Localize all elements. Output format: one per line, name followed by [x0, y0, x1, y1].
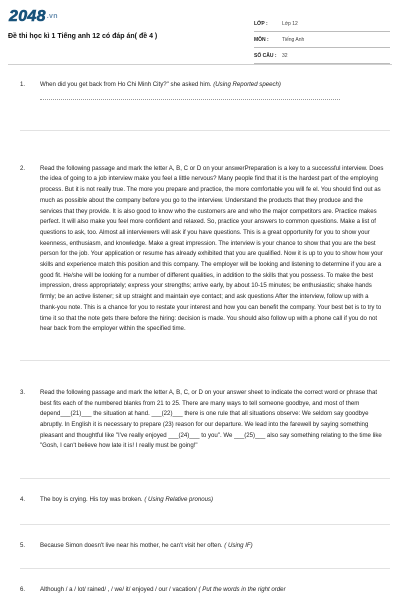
question-number: 6.: [20, 585, 26, 593]
logo-domain-text: .vn: [46, 13, 58, 21]
question-item: [0, 131, 400, 360]
question-body: [40, 388, 385, 452]
document-header: [0, 0, 400, 60]
document-meta: [254, 16, 390, 64]
question-item: [0, 569, 400, 600]
question-body: [40, 80, 385, 100]
meta-key: LỚP :: [254, 20, 268, 27]
document-title: Đề thi học kì 1 Tiếng anh 12 có đáp án( đề 4 ): [8, 33, 158, 40]
question-text: The boy is crying. His toy was broken.: [40, 496, 143, 504]
meta-key: MÔN :: [254, 36, 269, 43]
header-divider: [8, 64, 392, 65]
question-number: 2.: [20, 164, 26, 172]
question-body: [40, 585, 385, 596]
question-item: [0, 525, 400, 568]
question-instruction: (Using Reported speech): [213, 81, 281, 88]
meta-key: SỐ CÂU :: [254, 52, 277, 59]
question-body: [40, 541, 385, 552]
meta-value: Lớp 12: [282, 20, 298, 27]
question-text: Read the following passage and mark the letter A, B, C, or D on your answer sheet to indicate the correct word or phrase that best fits each of the numbered blanks from 21 to 25. There are many ways to tell someone goodbye, and most of them depend___(21)___ the situation at hand. ___(22)___ there is one rule that all situations observe: We seldom say goodbye abruptly. In English it is necessary to prepare (23) reason for our departure. We lead into the farewell by saying something pleasant and thoughtful like "I've really enjoyed ___(24)___ to you". We ___(25)___ also say something relating to the time like "Gosh, I can't believe how late it is! I really must be going!": [40, 388, 382, 450]
question-list: [0, 68, 400, 600]
question-number: 3.: [20, 388, 26, 396]
question-instruction: ( Put the words in the right order: [198, 585, 286, 593]
meta-value: 32: [282, 52, 288, 59]
question-number: 5.: [20, 541, 26, 549]
logo-main-text: 2048: [9, 8, 46, 25]
question-instruction: ( Using IF): [224, 541, 253, 549]
question-item: [0, 361, 400, 478]
question-text: Read the following passage and mark the letter A, B, C or D on your answerPreparation is a key to a successful interview. Does the idea of going to a job interview make you feel a little nervous? Many people find that it is the hardest part of the employing process. But it is not really true. The more you prepare and practice, the more comfortable you will fe el. You should find out as much as possible about the company before you go to the interview. Understand the products that they produce and the services that they provide. It is also good to know who the customers are and who the major competitors are. Practice makes perfect. It will also make you feel more confident and relaxed. So, practice your answers to common questions. Make a list of questions to ask, too. Almost all interviewers will ask if you have questions. This is a great opportunity for you to show your keenness, enthusiasm, and knowledge. Make a great impression. The interview is your chance to show that you are the best person for the job. Your application or resume has already exhibited that you are qualified. Now it is up to you to show how your skills and experience match this position and this company. The employer will be looking and listening to determine if you are a good fit. He/she will be looking for a number of different qualities, in addition to the skills that you possess. To make the best impression, dress appropriately; express your strengths; arrive early, by about 10-15 minutes; be enthusiastic; shake hands firmly; be an active listener; sit up straight and maintain eye contact; and ask questions After the interview, follow up with a thank-you note. This is a chance for you to restate your interest and how you can benefit the company. Your best bet is to try to time it so that the note gets there before the hiring: decision is made. You should also follow up with a phone call if you do not hear back from the employer within the specified time.: [40, 164, 384, 333]
meta-value: Tiếng Anh: [282, 36, 305, 43]
question-number: 1.: [20, 81, 26, 88]
question-instruction: ( Using Relative pronous): [144, 496, 214, 504]
answer-line: [40, 99, 340, 100]
question-item: [0, 68, 400, 130]
question-text: When did you get back from Ho Chi Minh City?" she asked him.: [40, 81, 212, 88]
site-logo[interactable]: [9, 8, 58, 26]
meta-row-subject: [254, 32, 390, 48]
question-item: [0, 479, 400, 524]
question-text: Although / a / lot/ rained/ , / we/ it/ enjoyed / our / vacation/: [40, 585, 197, 593]
question-body: [40, 495, 385, 506]
meta-row-question-count: [254, 48, 390, 64]
question-body: [40, 164, 385, 335]
meta-row-class: [254, 16, 390, 32]
question-text: Because Simon doesn't live near his mother, he can't visit her often.: [40, 541, 223, 549]
question-number: 4.: [20, 496, 26, 504]
